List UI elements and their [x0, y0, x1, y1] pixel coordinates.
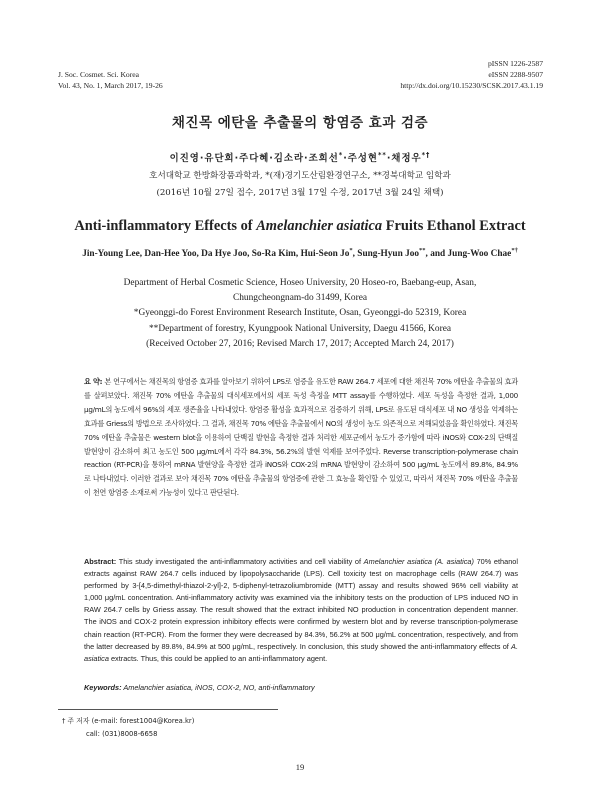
english-title-species: Amelanchier asiatica — [256, 218, 383, 234]
journal-name: J. Soc. Cosmet. Sci. Korea — [58, 70, 139, 79]
received-dates: (Received October 27, 2016; Revised March 17, 2017; Accepted March 24, 2017) — [146, 338, 454, 349]
english-abstract-text-2: 70% ethanol extracts against RAW 264.7 cells induced by lipopolysaccharide (LPS). Cell toxicity test on macrophage cells (RAW 264.7) was performed by 3-[4,5-dimethyl-thiazol-2-yl]-2, 5-diphenyl-tetrazoliumbromide (MTT) assay and results showed 96% cell viability at 1,000 μg/mL concentration. Anti-inflammatory activity was examined via the inhibitory tests on the production of LPS induced NO in RAW 264.7 cells by Griess assay. The result showed that the extract inhibited NO production in concentration dependent manner. The iNOS and COX-2 protein expression inhibitory effects were confirmed by western blot and by reverse transcription-polymerase chain reaction (RT-PCR). From the former they were decreased by 84.3%, 56.2% at 500 μg/mL concentration, respectively, and from the latter decreased by 89.8%, 84.9% at 500 μg/mL, respectively. In conclusion, this study showed the anti-inflammatory effects of — [84, 557, 518, 651]
english-authors — [0, 246, 600, 259]
corresponding-author-email: † 주 저자 (e-mail: forest1004@Korea.kr) — [62, 717, 195, 725]
keywords-label: Keywords: — [84, 683, 122, 692]
affiliation-line-2: Chungcheongnam-do 31499, Korea — [232, 293, 368, 304]
english-author-mark-2: ** — [419, 246, 426, 254]
english-abstract-text-1: This study investigated the anti-inflammatory activities and cell viability of — [116, 557, 364, 566]
keywords — [84, 683, 518, 692]
korean-author-mark-1: * — [338, 150, 344, 159]
journal-volume: Vol. 43, No. 1, March 2017, 19-26 — [58, 81, 163, 90]
korean-abstract — [84, 375, 518, 500]
korean-affiliation-block — [0, 168, 600, 202]
footnote — [62, 715, 194, 741]
english-title-part3: Fruits Ethanol Extract — [382, 218, 526, 234]
korean-abstract-text: 본 연구에서는 채진목의 항염증 효과를 알아보기 위하여 LPS로 염증을 유도한 RAW 264.7 세포에 대한 채진목 70% 에탄올 추출물의 효과를 살펴보았다. 채진목 70% 에탄올 추출물의 대식세포에서의 세포 독성 측정을 MTT assay를 수행하였다. 세포 독성을 측정한 결과, 1,000 μg/mL의 농도에서 96%의 세포 생존율을 나타내었다. 항염증 활성을 효과적으로 검증하기 위해, LPS로 유도된 대식세포 내 NO 생성을 억제하는 효과를 Griess의 방법으로 조사하였다. 그 결과, 채진목 70% 에탄올 추출물에서 NO의 생성이 농도 의존적으로 저해되었음을 확인하였다. 채진목 70% 에탄올 추출물은 western blot을 이용하여 단백질 발현을 측정한 결과 처리한 세포군에서 농도가 증가함에 따라 iNOS와 COX-2의 단백질 발현양이 감소하여 최고 농도인 500 μg/mL에서 각각 84.3%, 56.2%의 발현 억제를 보여주었다. Reverse transcription-polymerase chain reaction (RT-PCR)을 통하여 mRNA 발현양을 측정한 결과 iNOS와 COX-2의 mRNA 발현양이 감소하여 500 μg/mL 농도에서 89.8%, 84.9%로 나타내었다. 이러한 결과로 보아 채진목 70% 에탄올 추출물의 항염증에 관한 그 효능을 확인할 수 있었고, 따라서 채진목 70% 에탄올 추출물이 천연 항염증 소재로써 가능성이 있다고 판단된다. — [84, 377, 518, 498]
english-abstract-species-2: A. asiatica — [84, 641, 518, 663]
journal-citation — [58, 69, 163, 91]
korean-abstract-label: 요 약: — [84, 377, 103, 386]
english-title-part1: Anti-inflammatory Effects of — [74, 218, 257, 234]
english-author-mark-3: *† — [511, 246, 518, 254]
english-author-mark-1: * — [349, 246, 353, 254]
affiliation-line-3: *Gyeonggi-do Forest Environment Research Institute, Osan, Gyeonggi-do 52319, Korea — [133, 308, 467, 319]
english-affiliation-block — [0, 276, 600, 352]
english-abstract-text-3: extracts. Thus, this could be applied to an anti-inflammatory agent. — [108, 653, 328, 663]
journal-identifiers — [400, 58, 543, 91]
korean-affiliation: 호서대학교 한방화장품과학과, *(재)경기도산림환경연구소, **경북대학교 임학과 — [149, 171, 451, 181]
page-number: 19 — [295, 762, 305, 772]
english-authors-part2: , Sung-Hyun Joo — [352, 249, 420, 259]
korean-dates: (2016년 10월 27일 접수, 2017년 3월 17일 수정, 2017년 3월 24일 채택) — [156, 188, 444, 198]
english-abstract-species-1: Amelanchier asiatica (A. asiatica) — [363, 557, 474, 566]
korean-authors — [0, 150, 600, 164]
english-abstract — [84, 556, 518, 665]
eissn: eISSN 2288-9507 — [488, 70, 543, 79]
corresponding-author-phone: call: (031)8008-6658 — [86, 730, 158, 738]
english-abstract-label: Abstract: — [84, 557, 117, 566]
korean-author-mark-2: ** — [377, 150, 387, 159]
pissn: pISSN 1226-2587 — [487, 59, 543, 68]
english-title — [0, 218, 600, 235]
doi-link[interactable]: http://dx.doi.org/10.15230/SCSK.2017.43.1.19 — [400, 81, 543, 90]
footnote-divider — [58, 709, 278, 710]
affiliation-line-4: **Department of forestry, Kyungpook National University, Daegu 41566, Korea — [148, 323, 452, 334]
korean-authors-part2: ·주성현 — [343, 153, 378, 164]
english-authors-part1: Jin-Young Lee, Dan-Hee Yoo, Da Hye Joo, So-Ra Kim, Hui-Seon Jo — [82, 249, 350, 259]
keywords-text: Amelanchier asiatica, iNOS, COX-2, NO, anti-inflammatory — [121, 683, 315, 692]
korean-title: 채진목 에탄올 추출물의 항염증 효과 검증 — [171, 115, 429, 131]
korean-authors-part1: 이진영·유단희·주다혜·김소라·조희선 — [169, 153, 339, 164]
korean-author-mark-3: *† — [421, 150, 431, 159]
english-authors-part3: , and Jung-Woo Chae — [425, 249, 512, 259]
korean-authors-part3: ·채정우 — [386, 153, 422, 164]
affiliation-line-1: Department of Herbal Cosmetic Science, Hoseo University, 20 Hoseo-ro, Baebang-eup, Asan, — [123, 278, 477, 288]
